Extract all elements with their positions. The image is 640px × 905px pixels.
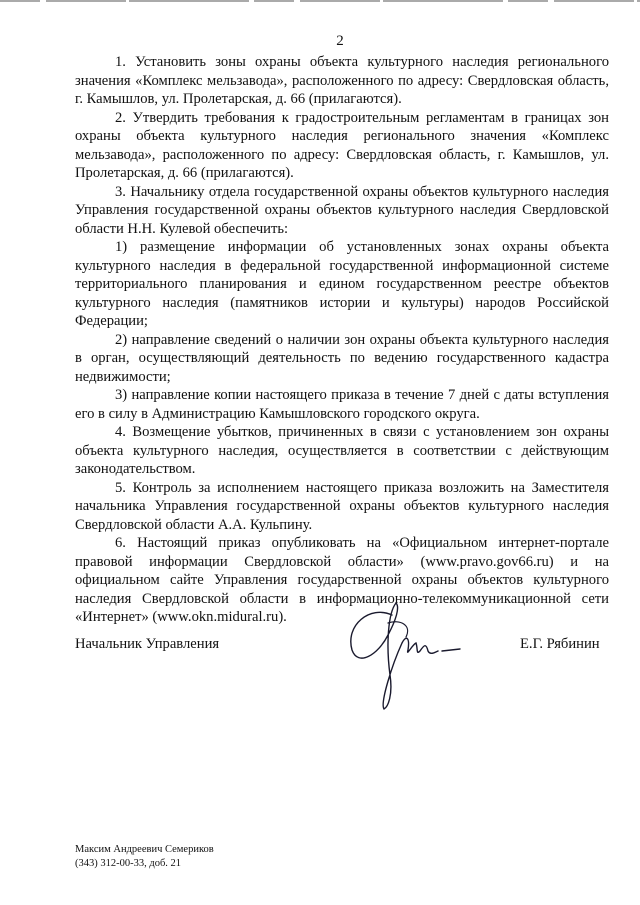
paragraph-4: 4. Возмещение убытков, причиненных в связи с установлением зон охраны объекта культурного наследия, осуществляется в соответствии с действующим законодательством. [75,424,609,477]
executor-name: Максим Андреевич Семериков [75,844,214,855]
executor-info [75,843,214,871]
signatory-name: Е.Г. Рябинин [520,636,600,652]
paragraph-6: 6. Настоящий приказ опубликовать на «Официальном интернет-портале правовой информации Свердловской области» (www.pravo.gov66.ru) и на официальном сайте Управления государственной охраны объектов культурного наследия Свердловской области в информационно-телекоммуникационной сети «Интернет» (www.okn.midural.ru). [75,535,609,625]
scan-edge-line [0,0,640,3]
paragraph-3-item-3: 3) направление копии настоящего приказа в течение 7 дней с даты вступления его в силу в Администрацию Камышловского городского округа. [75,387,609,422]
paragraph-1: 1. Установить зоны охраны объекта культурного наследия регионального значения «Комплекс мельзавода», расположенного по адресу: Свердловская область, г. Камышлов, ул. Пролетарская, д. 66 (прилагаются). [75,54,609,107]
paragraph-3-item-2: 2) направление сведений о наличии зон охраны объекта культурного наследия в орган, осуществляющий деятельность по ведению государственного кадастра недвижимости; [75,331,609,385]
signatory-title: Начальник Управления [75,636,220,652]
page-number: 2 [336,33,344,49]
paragraph-3-item-1: 1) размещение информации об установленных зонах охраны объекта культурного наследия в федеральной государственной информационной системе территориального планирования и едином государственном реестре объектов культурного наследия (памятников истории и культуры) народов Российской Федерации; [75,239,609,329]
paragraph-2: 2. Утвердить требования к градостроительным регламентам в границах зон охраны объекта культурного наследия регионального значения «Комплекс мельзавода», расположенного по адресу: Свердловская область, г. Камышлов, ул. Пролетарская, д. 66 (прилагаются). [75,109,609,181]
paragraph-5: 5. Контроль за исполнением настоящего приказа возложить на Заместителя начальника Управления государственной охраны объектов культурного наследия Свердловской области А.А. Кульпину. [75,479,609,533]
document-body [75,53,609,627]
handwritten-signature [330,595,470,715]
paragraph-3: 3. Начальнику отдела государственной охраны объектов культурного наследия Управления государственной охраны объектов культурного наследия Свердловской области Н.Н. Кулевой обеспечить: [75,183,609,237]
executor-phone: (343) 312-00-33, доб. 21 [75,858,182,869]
